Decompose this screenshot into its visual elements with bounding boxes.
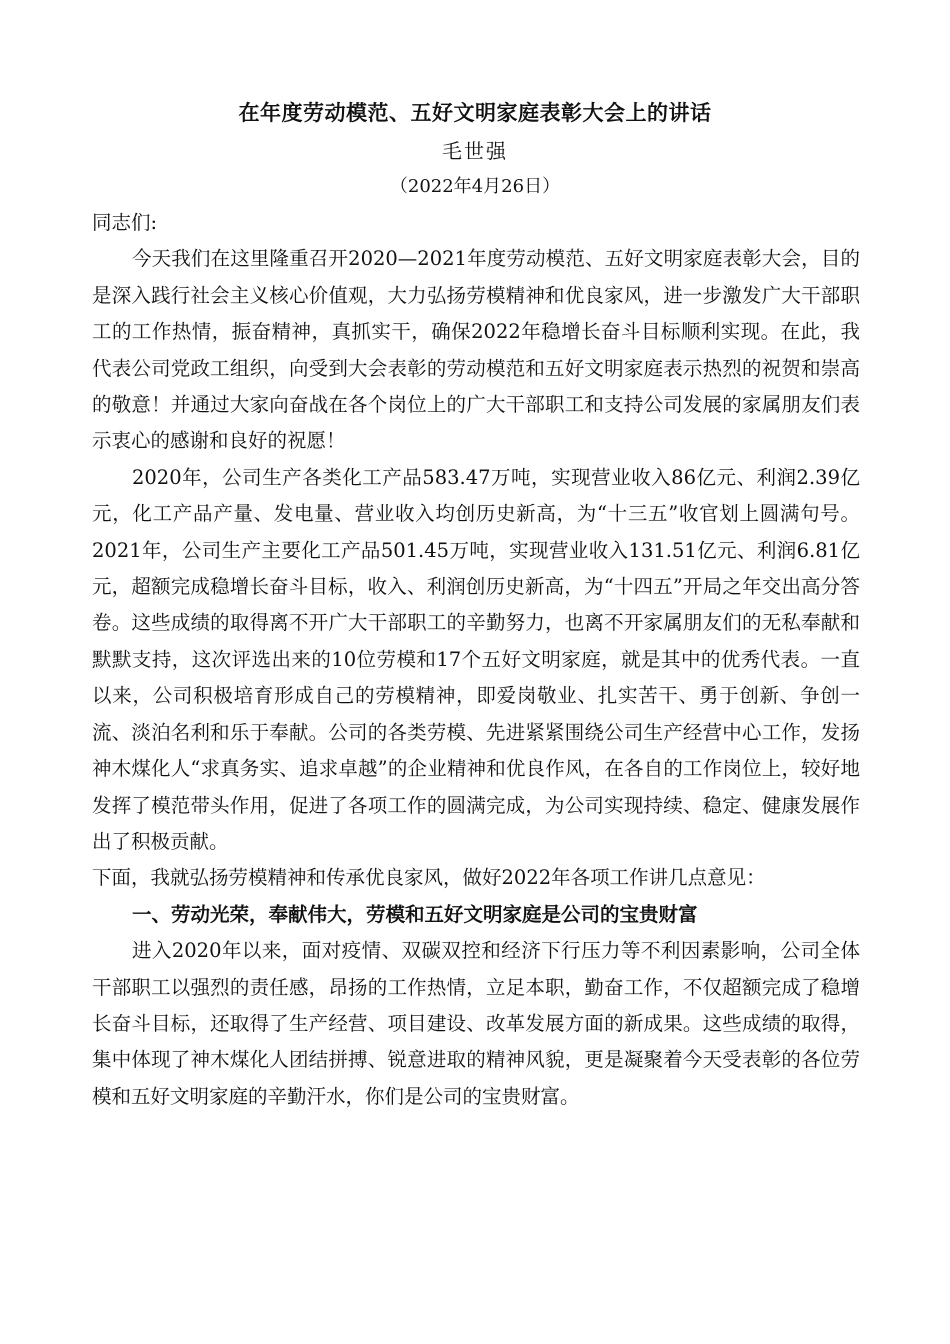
paragraph-opening: 今天我们在这里隆重召开2020—2021年度劳动模范、五好文明家庭表彰大会，目的是深入践行社会主义核心价值观，大力弘扬劳模精神和优良家风，进一步激发广大干部职工的工作热情，振奋精神，真抓实干，确保2022年稳增长奋斗目标顺利实现。在此，我代表公司党政工组织，向受到大会表彰的劳动模范和五好文明家庭表示热烈的祝贺和崇高的敬意！并通过大家向奋战在各个岗位上的广大干部职工和支持公司发展的家属朋友们表示衷心的感谢和良好的祝愿！ [92, 247, 860, 453]
document-title: 在年度劳动模范、五好文明家庭表彰大会上的讲话 [238, 100, 712, 125]
speech-date: （2022年4月26日） [389, 176, 561, 197]
paragraph-achievements: 2020年，公司生产各类化工产品583.47万吨，实现营业收入86亿元、利润2.39亿元，化工产品产量、发电量、营业收入均创历史新高，为“十三五”收官划上圆满句号。2021年，公司生产主要化工产品501.45万吨，实现营业收入131.51亿元、利润6.81亿元，超额完成稳增长奋斗目标，收入、利润创历史新高，为“十四五”开局之年交出高分答卷。这些成绩的取得离不开广大干部职工的辛勤努力，也离不开家属朋友们的无私奉献和默默支持，这次评选出来的10位劳模和17个五好文明家庭，就是其中的优秀代表。一直以来，公司积极培育形成自己的劳模精神，即爱岗敬业、扎实苦干、勇于创新、争创一流、淡泊名利和乐于奉献。公司的各类劳模、先进紧紧围绕公司生产经营中心工作，发扬神木煤化人“求真务实、追求卓越”的企业精神和优良作风，在各自的工作岗位上，较好地发挥了模范带头作用，促进了各项工作的圆满完成，为公司实现持续、稳定、健康发展作出了积极贡献。 [92, 465, 860, 853]
section-heading: 一、劳动光荣，奉献伟大，劳模和五好文明家庭是公司的宝贵财富 [131, 902, 698, 926]
section-paragraph: 进入2020年以来，面对疫情、双碳双控和经济下行压力等不利因素影响，公司全体干部职工以强烈的责任感，昂扬的工作热情，立足本职，勤奋工作，不仅超额完成了稳增长奋斗目标，还取得了生产经营、项目建设、改革发展方面的新成果。这些成绩的取得，集中体现了神木煤化人团结拼搏、锐意进取的精神风貌，更是凝聚着今天受表彰的各位劳模和五好文明家庭的辛勤汗水，你们是公司的宝贵财富。 [92, 939, 860, 1108]
salutation: 同志们: [92, 211, 158, 234]
document-body [92, 205, 860, 1115]
transition-line: 下面，我就弘扬劳模精神和传承优良家风，做好2022年各项工作讲几点意见： [92, 866, 766, 890]
author-name: 毛世强 [442, 139, 508, 163]
